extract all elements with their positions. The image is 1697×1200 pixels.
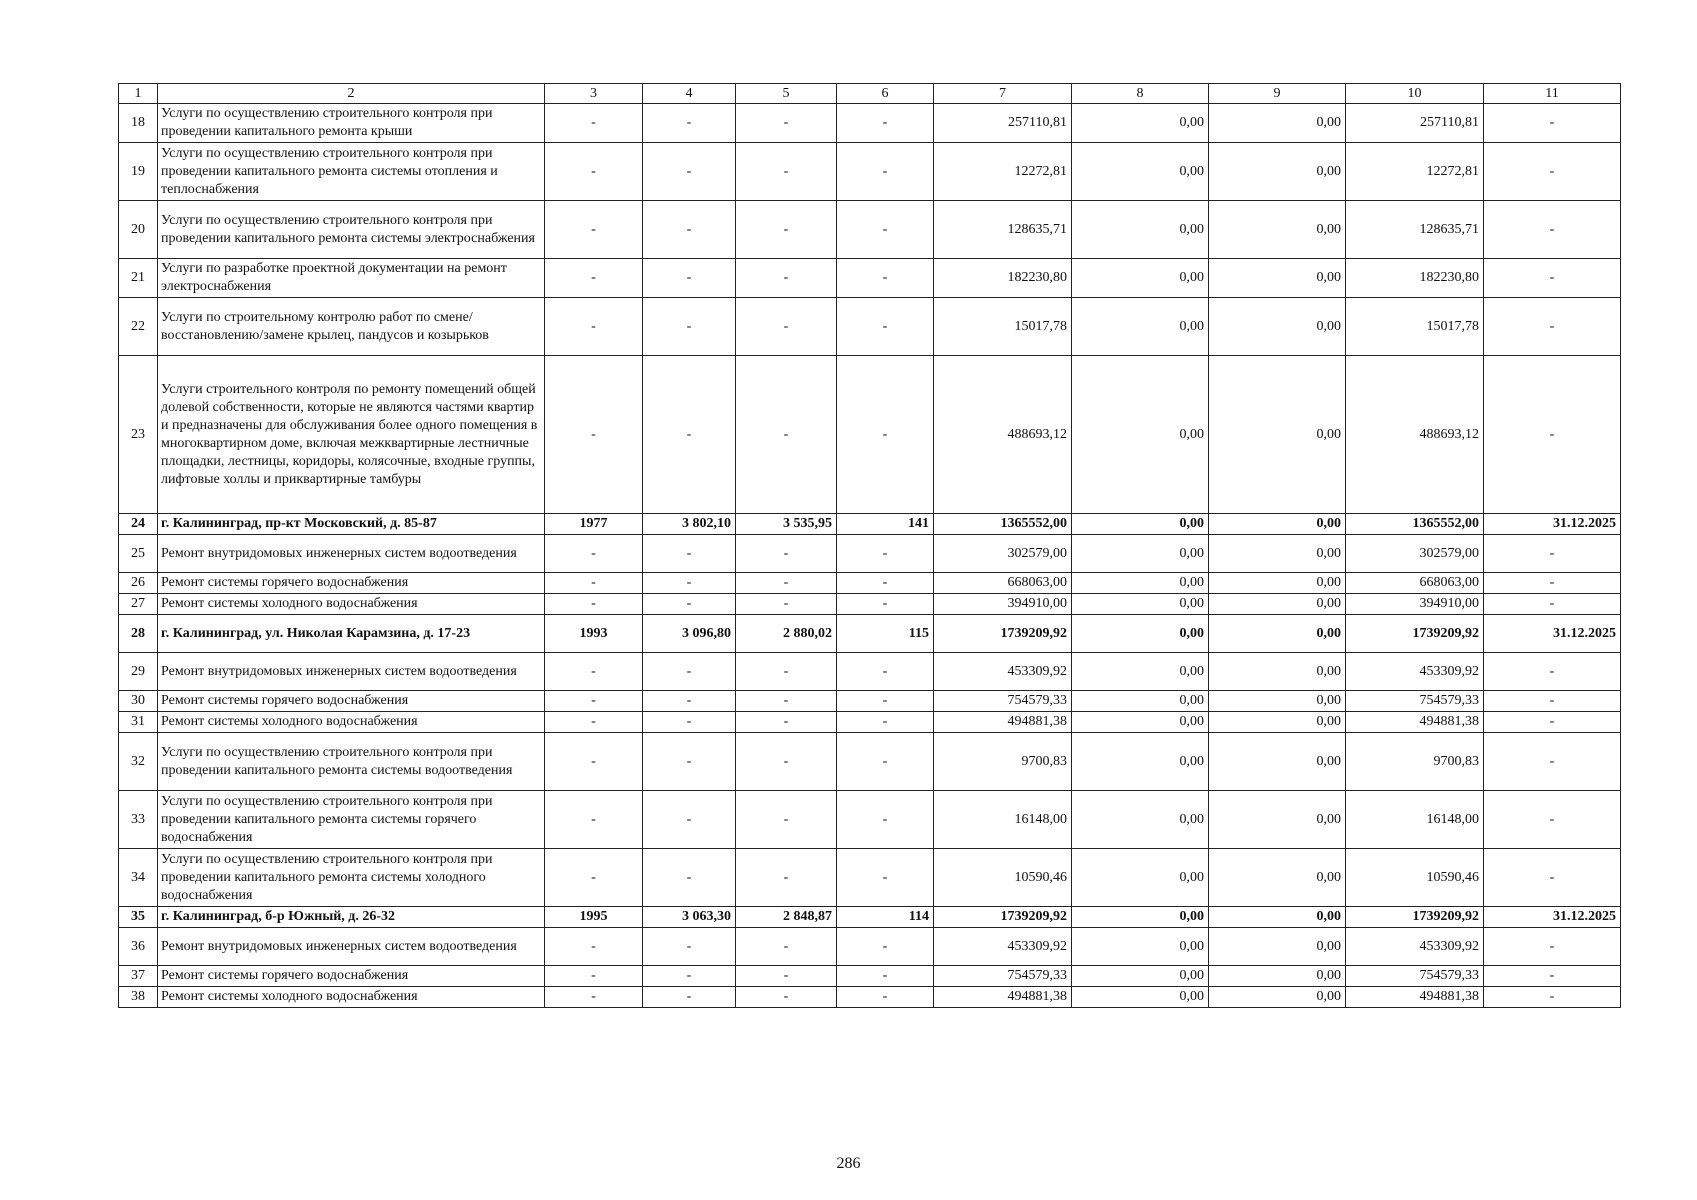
work-description: Услуги по осуществлению строительного контроля при проведении капитального ремонта системы горячего водоснабжения: [158, 791, 545, 849]
fund-cell: 0,00: [1072, 615, 1209, 653]
work-row: [119, 712, 1621, 733]
budget-cell: 0,00: [1209, 791, 1346, 849]
row-number: 30: [119, 691, 158, 712]
budget-cell: 0,00: [1209, 928, 1346, 966]
work-description: г. Калининград, б-р Южный, д. 26-32: [158, 907, 545, 928]
work-row: [119, 259, 1621, 298]
column-number: 11: [1484, 84, 1621, 104]
residents-cell: -: [837, 691, 934, 712]
total-cost-cell: 182230,80: [934, 259, 1072, 298]
work-row: [119, 653, 1621, 691]
owners-funds-cell: 1365552,00: [1346, 514, 1484, 535]
owners-funds-cell: 488693,12: [1346, 356, 1484, 514]
budget-cell: 0,00: [1209, 514, 1346, 535]
deadline-cell: -: [1484, 104, 1621, 143]
deadline-cell: -: [1484, 356, 1621, 514]
deadline-cell: -: [1484, 791, 1621, 849]
living-area-cell: -: [736, 104, 837, 143]
owners-funds-cell: 182230,80: [1346, 259, 1484, 298]
total-area-cell: -: [643, 573, 736, 594]
total-area-cell: -: [643, 259, 736, 298]
living-area-cell: -: [736, 791, 837, 849]
fund-cell: 0,00: [1072, 143, 1209, 201]
deadline-cell: -: [1484, 259, 1621, 298]
work-description: Услуги по разработке проектной документации на ремонт электроснабжения: [158, 259, 545, 298]
deadline-cell: -: [1484, 594, 1621, 615]
deadline-cell: -: [1484, 298, 1621, 356]
fund-cell: 0,00: [1072, 733, 1209, 791]
fund-cell: 0,00: [1072, 987, 1209, 1008]
fund-cell: 0,00: [1072, 259, 1209, 298]
total-area-cell: -: [643, 849, 736, 907]
work-row: [119, 594, 1621, 615]
total-cost-cell: 1365552,00: [934, 514, 1072, 535]
living-area-cell: -: [736, 966, 837, 987]
living-area-cell: -: [736, 691, 837, 712]
total-cost-cell: 302579,00: [934, 535, 1072, 573]
residents-cell: -: [837, 966, 934, 987]
residents-cell: -: [837, 594, 934, 615]
row-number: 18: [119, 104, 158, 143]
work-description: Ремонт системы горячего водоснабжения: [158, 691, 545, 712]
budget-cell: 0,00: [1209, 712, 1346, 733]
owners-funds-cell: 494881,38: [1346, 987, 1484, 1008]
residents-cell: -: [837, 356, 934, 514]
fund-cell: 0,00: [1072, 535, 1209, 573]
build-year-cell: -: [545, 733, 643, 791]
total-cost-cell: 488693,12: [934, 356, 1072, 514]
deadline-cell: -: [1484, 987, 1621, 1008]
residents-cell: -: [837, 201, 934, 259]
living-area-cell: -: [736, 712, 837, 733]
deadline-cell: -: [1484, 691, 1621, 712]
work-description: Услуги по осуществлению строительного контроля при проведении капитального ремонта системы отопления и теплоснабжения: [158, 143, 545, 201]
budget-cell: 0,00: [1209, 615, 1346, 653]
budget-cell: 0,00: [1209, 201, 1346, 259]
work-row: [119, 966, 1621, 987]
row-number: 26: [119, 573, 158, 594]
budget-cell: 0,00: [1209, 733, 1346, 791]
total-area-cell: -: [643, 928, 736, 966]
address-row: [119, 907, 1621, 928]
row-number: 24: [119, 514, 158, 535]
living-area-cell: 3 535,95: [736, 514, 837, 535]
build-year-cell: -: [545, 849, 643, 907]
work-description: Ремонт системы горячего водоснабжения: [158, 966, 545, 987]
budget-cell: 0,00: [1209, 987, 1346, 1008]
column-number: 10: [1346, 84, 1484, 104]
residents-cell: -: [837, 259, 934, 298]
total-cost-cell: 668063,00: [934, 573, 1072, 594]
column-number: 1: [119, 84, 158, 104]
budget-cell: 0,00: [1209, 907, 1346, 928]
row-number: 28: [119, 615, 158, 653]
residents-cell: -: [837, 573, 934, 594]
column-number: 5: [736, 84, 837, 104]
total-cost-cell: 394910,00: [934, 594, 1072, 615]
deadline-cell: 31.12.2025: [1484, 907, 1621, 928]
owners-funds-cell: 257110,81: [1346, 104, 1484, 143]
total-area-cell: -: [643, 791, 736, 849]
total-area-cell: 3 063,30: [643, 907, 736, 928]
page-number: 286: [836, 1155, 861, 1172]
total-area-cell: 3 802,10: [643, 514, 736, 535]
row-number: 33: [119, 791, 158, 849]
work-description: Услуги по осуществлению строительного контроля при проведении капитального ремонта крыши: [158, 104, 545, 143]
total-area-cell: -: [643, 298, 736, 356]
residents-cell: -: [837, 653, 934, 691]
column-number: 2: [158, 84, 545, 104]
deadline-cell: -: [1484, 849, 1621, 907]
work-row: [119, 535, 1621, 573]
work-description: г. Калининград, ул. Николая Карамзина, д. 17-23: [158, 615, 545, 653]
column-number: 8: [1072, 84, 1209, 104]
residents-cell: -: [837, 535, 934, 573]
residents-cell: -: [837, 298, 934, 356]
row-number: 37: [119, 966, 158, 987]
fund-cell: 0,00: [1072, 573, 1209, 594]
work-description: Услуги по строительному контролю работ по смене/восстановлению/замене крылец, пандусов и козырьков: [158, 298, 545, 356]
row-number: 29: [119, 653, 158, 691]
deadline-cell: -: [1484, 653, 1621, 691]
total-area-cell: -: [643, 987, 736, 1008]
work-description: Услуги строительного контроля по ремонту помещений общей долевой собственности, которые не являются частями квартир и предназначены для обслуживания более одного помещения в многоквартирном доме, включая межквартирные лестничные площадки, лестницы, коридоры, колясочные, входные группы, лифтовые холлы и приквартирные тамбуры: [158, 356, 545, 514]
work-row: [119, 143, 1621, 201]
total-cost-cell: 1739209,92: [934, 615, 1072, 653]
deadline-cell: -: [1484, 143, 1621, 201]
residents-cell: -: [837, 928, 934, 966]
work-row: [119, 928, 1621, 966]
fund-cell: 0,00: [1072, 653, 1209, 691]
work-description: Услуги по осуществлению строительного контроля при проведении капитального ремонта системы водоотведения: [158, 733, 545, 791]
living-area-cell: -: [736, 356, 837, 514]
work-description: Ремонт системы холодного водоснабжения: [158, 594, 545, 615]
owners-funds-cell: 302579,00: [1346, 535, 1484, 573]
total-cost-cell: 15017,78: [934, 298, 1072, 356]
owners-funds-cell: 10590,46: [1346, 849, 1484, 907]
build-year-cell: -: [545, 573, 643, 594]
work-row: [119, 987, 1621, 1008]
build-year-cell: -: [545, 594, 643, 615]
budget-cell: 0,00: [1209, 356, 1346, 514]
living-area-cell: -: [736, 298, 837, 356]
residents-cell: -: [837, 733, 934, 791]
fund-cell: 0,00: [1072, 691, 1209, 712]
owners-funds-cell: 1739209,92: [1346, 615, 1484, 653]
residents-cell: -: [837, 791, 934, 849]
total-area-cell: -: [643, 712, 736, 733]
work-description: Ремонт системы горячего водоснабжения: [158, 573, 545, 594]
fund-cell: 0,00: [1072, 201, 1209, 259]
work-description: г. Калининград, пр-кт Московский, д. 85-87: [158, 514, 545, 535]
owners-funds-cell: 394910,00: [1346, 594, 1484, 615]
build-year-cell: -: [545, 259, 643, 298]
work-description: Ремонт внутридомовых инженерных систем водоотведения: [158, 928, 545, 966]
budget-cell: 0,00: [1209, 298, 1346, 356]
residents-cell: -: [837, 712, 934, 733]
owners-funds-cell: 9700,83: [1346, 733, 1484, 791]
build-year-cell: -: [545, 535, 643, 573]
total-cost-cell: 12272,81: [934, 143, 1072, 201]
living-area-cell: 2 880,02: [736, 615, 837, 653]
deadline-cell: -: [1484, 733, 1621, 791]
build-year-cell: -: [545, 712, 643, 733]
deadline-cell: -: [1484, 712, 1621, 733]
owners-funds-cell: 668063,00: [1346, 573, 1484, 594]
residents-cell: -: [837, 987, 934, 1008]
fund-cell: 0,00: [1072, 966, 1209, 987]
deadline-cell: -: [1484, 966, 1621, 987]
build-year-cell: 1993: [545, 615, 643, 653]
owners-funds-cell: 128635,71: [1346, 201, 1484, 259]
column-number: 9: [1209, 84, 1346, 104]
residents-cell: 114: [837, 907, 934, 928]
total-cost-cell: 16148,00: [934, 791, 1072, 849]
living-area-cell: -: [736, 849, 837, 907]
total-area-cell: -: [643, 535, 736, 573]
total-area-cell: -: [643, 201, 736, 259]
living-area-cell: -: [736, 535, 837, 573]
build-year-cell: -: [545, 928, 643, 966]
row-number: 23: [119, 356, 158, 514]
owners-funds-cell: 754579,33: [1346, 966, 1484, 987]
living-area-cell: -: [736, 928, 837, 966]
address-row: [119, 615, 1621, 653]
work-row: [119, 356, 1621, 514]
owners-funds-cell: 15017,78: [1346, 298, 1484, 356]
living-area-cell: -: [736, 653, 837, 691]
repair-program-table-wrapper: [118, 83, 1620, 1008]
build-year-cell: -: [545, 791, 643, 849]
work-row: [119, 733, 1621, 791]
build-year-cell: -: [545, 966, 643, 987]
column-number: 4: [643, 84, 736, 104]
work-description: Услуги по осуществлению строительного контроля при проведении капитального ремонта системы электроснабжения: [158, 201, 545, 259]
work-description: Услуги по осуществлению строительного контроля при проведении капитального ремонта системы холодного водоснабжения: [158, 849, 545, 907]
budget-cell: 0,00: [1209, 259, 1346, 298]
fund-cell: 0,00: [1072, 928, 1209, 966]
fund-cell: 0,00: [1072, 594, 1209, 615]
row-number: 34: [119, 849, 158, 907]
total-area-cell: -: [643, 143, 736, 201]
work-description: Ремонт системы холодного водоснабжения: [158, 712, 545, 733]
residents-cell: 141: [837, 514, 934, 535]
work-description: Ремонт внутридомовых инженерных систем водоотведения: [158, 653, 545, 691]
budget-cell: 0,00: [1209, 966, 1346, 987]
work-row: [119, 573, 1621, 594]
work-row: [119, 104, 1621, 143]
total-area-cell: -: [643, 104, 736, 143]
work-row: [119, 201, 1621, 259]
budget-cell: 0,00: [1209, 535, 1346, 573]
address-row: [119, 514, 1621, 535]
budget-cell: 0,00: [1209, 573, 1346, 594]
total-area-cell: -: [643, 594, 736, 615]
total-cost-cell: 453309,92: [934, 653, 1072, 691]
budget-cell: 0,00: [1209, 849, 1346, 907]
living-area-cell: -: [736, 259, 837, 298]
fund-cell: 0,00: [1072, 298, 1209, 356]
living-area-cell: -: [736, 987, 837, 1008]
total-area-cell: -: [643, 966, 736, 987]
row-number: 22: [119, 298, 158, 356]
total-area-cell: -: [643, 691, 736, 712]
work-row: [119, 791, 1621, 849]
owners-funds-cell: 453309,92: [1346, 928, 1484, 966]
residents-cell: -: [837, 143, 934, 201]
owners-funds-cell: 453309,92: [1346, 653, 1484, 691]
total-cost-cell: 494881,38: [934, 987, 1072, 1008]
owners-funds-cell: 494881,38: [1346, 712, 1484, 733]
total-cost-cell: 754579,33: [934, 966, 1072, 987]
total-cost-cell: 128635,71: [934, 201, 1072, 259]
build-year-cell: -: [545, 298, 643, 356]
row-number: 31: [119, 712, 158, 733]
deadline-cell: -: [1484, 928, 1621, 966]
residents-cell: -: [837, 104, 934, 143]
column-number: 3: [545, 84, 643, 104]
row-number: 38: [119, 987, 158, 1008]
fund-cell: 0,00: [1072, 907, 1209, 928]
fund-cell: 0,00: [1072, 849, 1209, 907]
budget-cell: 0,00: [1209, 594, 1346, 615]
deadline-cell: -: [1484, 535, 1621, 573]
fund-cell: 0,00: [1072, 514, 1209, 535]
row-number: 32: [119, 733, 158, 791]
total-cost-cell: 453309,92: [934, 928, 1072, 966]
living-area-cell: -: [736, 143, 837, 201]
living-area-cell: -: [736, 201, 837, 259]
fund-cell: 0,00: [1072, 104, 1209, 143]
fund-cell: 0,00: [1072, 356, 1209, 514]
total-cost-cell: 10590,46: [934, 849, 1072, 907]
budget-cell: 0,00: [1209, 691, 1346, 712]
work-row: [119, 849, 1621, 907]
budget-cell: 0,00: [1209, 143, 1346, 201]
total-cost-cell: 494881,38: [934, 712, 1072, 733]
total-area-cell: -: [643, 733, 736, 791]
work-row: [119, 298, 1621, 356]
owners-funds-cell: 16148,00: [1346, 791, 1484, 849]
total-area-cell: -: [643, 653, 736, 691]
build-year-cell: -: [545, 691, 643, 712]
column-number: 6: [837, 84, 934, 104]
row-number: 20: [119, 201, 158, 259]
living-area-cell: -: [736, 594, 837, 615]
living-area-cell: -: [736, 733, 837, 791]
row-number: 35: [119, 907, 158, 928]
owners-funds-cell: 12272,81: [1346, 143, 1484, 201]
build-year-cell: -: [545, 201, 643, 259]
build-year-cell: -: [545, 356, 643, 514]
row-number: 21: [119, 259, 158, 298]
living-area-cell: 2 848,87: [736, 907, 837, 928]
work-description: Ремонт внутридомовых инженерных систем водоотведения: [158, 535, 545, 573]
row-number: 19: [119, 143, 158, 201]
repair-program-table: [118, 83, 1621, 1008]
row-number: 27: [119, 594, 158, 615]
row-number: 36: [119, 928, 158, 966]
column-number-row: [119, 84, 1621, 104]
total-cost-cell: 754579,33: [934, 691, 1072, 712]
column-number: 7: [934, 84, 1072, 104]
fund-cell: 0,00: [1072, 791, 1209, 849]
build-year-cell: -: [545, 104, 643, 143]
owners-funds-cell: 754579,33: [1346, 691, 1484, 712]
row-number: 25: [119, 535, 158, 573]
table-body: [119, 84, 1621, 1008]
living-area-cell: -: [736, 573, 837, 594]
build-year-cell: -: [545, 987, 643, 1008]
build-year-cell: -: [545, 143, 643, 201]
residents-cell: 115: [837, 615, 934, 653]
build-year-cell: 1995: [545, 907, 643, 928]
budget-cell: 0,00: [1209, 104, 1346, 143]
deadline-cell: 31.12.2025: [1484, 514, 1621, 535]
residents-cell: -: [837, 849, 934, 907]
build-year-cell: 1977: [545, 514, 643, 535]
deadline-cell: -: [1484, 573, 1621, 594]
deadline-cell: 31.12.2025: [1484, 615, 1621, 653]
work-row: [119, 691, 1621, 712]
deadline-cell: -: [1484, 201, 1621, 259]
budget-cell: 0,00: [1209, 653, 1346, 691]
total-cost-cell: 1739209,92: [934, 907, 1072, 928]
total-area-cell: 3 096,80: [643, 615, 736, 653]
total-cost-cell: 257110,81: [934, 104, 1072, 143]
fund-cell: 0,00: [1072, 712, 1209, 733]
owners-funds-cell: 1739209,92: [1346, 907, 1484, 928]
total-area-cell: -: [643, 356, 736, 514]
work-description: Ремонт системы холодного водоснабжения: [158, 987, 545, 1008]
build-year-cell: -: [545, 653, 643, 691]
total-cost-cell: 9700,83: [934, 733, 1072, 791]
